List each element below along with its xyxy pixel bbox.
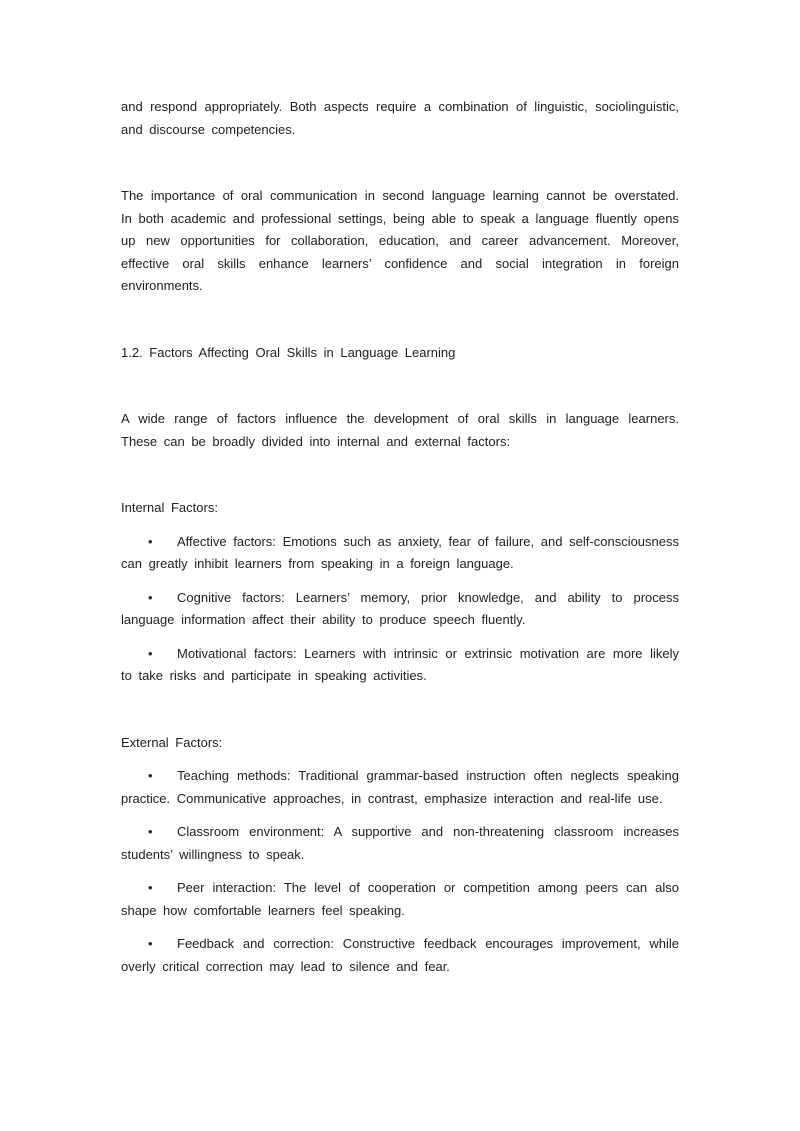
bullet-icon: •: [148, 768, 153, 783]
list-item-text: Teaching methods: Traditional grammar-based instruction often neglects speaking practice. Communicative approaches, in contrast, emphasize interaction and real-life use.: [121, 768, 679, 806]
paragraph-factors-overview: A wide range of factors influence the development of oral skills in language learners. These can be broadly divided into internal and external factors:: [121, 411, 679, 449]
list-item-text: Motivational factors: Learners with intrinsic or extrinsic motivation are more likely to take risks and participate in speaking activities.: [121, 645, 679, 683]
bullet-icon: •: [148, 589, 153, 605]
list-item-internal-motivational: [121, 643, 679, 688]
list-item-text: Affective factors: Emotions such as anxiety, fear of failure, and self-consciousness can greatly inhibit learners from speaking in a foreign language.: [121, 533, 679, 571]
bullet-icon: •: [148, 824, 153, 839]
document-page: [121, 96, 679, 989]
bullet-icon: •: [148, 880, 153, 895]
list-item-internal-affective: [121, 531, 679, 576]
list-item-external-feedback: [121, 933, 679, 978]
list-item-external-peer-interaction: [121, 877, 679, 922]
list-item-text: Peer interaction: The level of cooperation or competition among peers can also shape how comfortable learners feel speaking.: [121, 880, 679, 918]
paragraph-intro-continuation: and respond appropriately. Both aspects require a combination of linguistic, sociolinguistic, and discourse competencies.: [121, 99, 679, 137]
paragraph-oral-communication-importance: The importance of oral communication in second language learning cannot be overstated. In both academic and professional settings, being able to speak a language fluently opens up new opportunities for collaboration, education, and career advancement. Moreover, effective oral skills enhance learners’ confidence and social integration in foreign environments.: [121, 188, 679, 293]
internal-factors-label: Internal Factors:: [121, 500, 218, 515]
bullet-icon: •: [148, 936, 153, 951]
list-item-text: Feedback and correction: Constructive feedback encourages improvement, while overly critical correction may lead to silence and fear.: [121, 936, 679, 974]
bullet-icon: •: [148, 533, 153, 549]
section-heading: 1.2. Factors Affecting Oral Skills in Language Learning: [121, 344, 456, 360]
external-factors-label: External Factors:: [121, 734, 223, 750]
list-item-text: Classroom environment: A supportive and non-threatening classroom increases students’ willingness to speak.: [121, 824, 679, 862]
list-item-external-teaching-methods: [121, 765, 679, 810]
list-item-text: Cognitive factors: Learners’ memory, prior knowledge, and ability to process language information affect their ability to produce speech fluently.: [121, 589, 679, 627]
list-item-external-classroom-environment: [121, 821, 679, 866]
list-item-internal-cognitive: [121, 587, 679, 632]
bullet-icon: •: [148, 645, 153, 661]
